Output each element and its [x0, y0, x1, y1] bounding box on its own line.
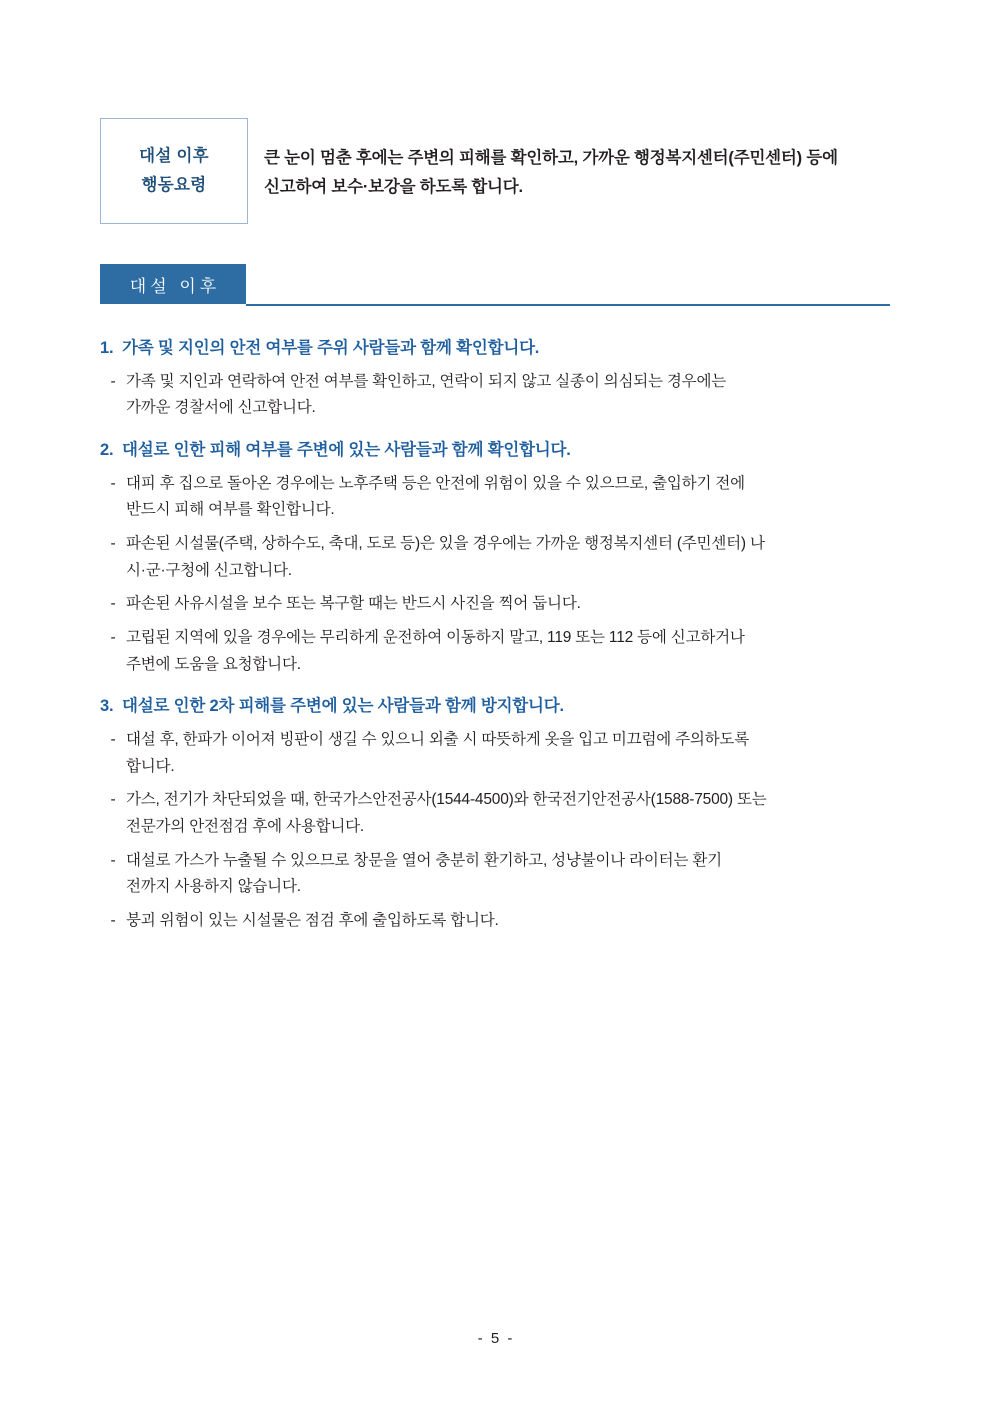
bullet-line: 가까운 경찰서에 신고합니다.	[126, 399, 316, 417]
list-item	[100, 694, 900, 934]
bullet-line: 시·군·구청에 신고합니다.	[126, 561, 292, 579]
callout-badge-line-2: 행동요령	[141, 176, 207, 194]
bullet-dash-icon: -	[110, 851, 116, 869]
section-tab-label: 대설 이후	[129, 276, 221, 296]
bullet-item	[100, 727, 900, 780]
page-number: - 5 -	[477, 1330, 515, 1347]
bullet-line: 가족 및 지인과 연락하여 안전 여부를 확인하고, 연락이 되지 않고 실종이 의심되는 경우에는	[126, 372, 726, 390]
list-item	[100, 336, 900, 422]
bullet-text	[126, 787, 900, 840]
callout-badge	[100, 118, 248, 224]
bullet-text	[126, 727, 900, 780]
callout-text	[264, 118, 838, 202]
bullet-dash-icon: -	[110, 372, 116, 390]
bullet-line: 대피 후 집으로 돌아온 경우에는 노후주택 등은 안전에 위험이 있을 수 있으므로, 출입하기 전에	[126, 474, 745, 492]
bullet-line: 가스, 전기가 차단되었을 때, 한국가스안전공사(1544-4500)와 한국전기안전공사(1588-7500) 또는	[126, 791, 767, 809]
bullet-text	[126, 848, 900, 901]
bullet-item	[100, 625, 900, 678]
bullet-dash-icon: -	[110, 535, 116, 553]
callout-text-line-1: 큰 눈이 멈춘 후에는 주변의 피해를 확인하고, 가까운 행정복지센터(주민센터) 등에	[264, 149, 838, 167]
section-header	[100, 264, 890, 306]
bullet-line: 대설로 가스가 누출될 수 있으므로 창문을 열어 충분히 환기하고, 성냥불이나 라이터는 환기	[126, 851, 722, 869]
bullet-line: 파손된 시설물(주택, 상하수도, 축대, 도로 등)은 있을 경우에는 가까운 행정복지센터 (주민센터) 나	[126, 535, 765, 553]
bullet-line: 반드시 피해 여부를 확인합니다.	[126, 501, 335, 519]
list-item	[100, 438, 900, 678]
bullet-item	[100, 531, 900, 584]
bullet-text	[126, 591, 900, 618]
item-title	[100, 336, 900, 361]
bullet-dash-icon: -	[110, 731, 116, 749]
bullet-dash-icon: -	[110, 629, 116, 647]
bullet-list	[100, 471, 900, 679]
bullet-line: 대설 후, 한파가 이어져 빙판이 생길 수 있으니 외출 시 따뜻하게 옷을 입고 미끄럼에 주의하도록	[126, 731, 749, 749]
bullet-dash-icon: -	[110, 791, 116, 809]
bullet-text	[126, 471, 900, 524]
bullet-line: 붕괴 위험이 있는 시설물은 점검 후에 출입하도록 합니다.	[126, 912, 499, 930]
item-number: 3.	[100, 697, 114, 716]
bullet-item	[100, 908, 900, 935]
bullet-dash-icon: -	[110, 595, 116, 613]
action-guide-callout	[100, 118, 890, 224]
bullet-line: 합니다.	[126, 757, 175, 775]
bullet-text	[126, 369, 900, 422]
callout-badge-line-1: 대설 이후	[139, 147, 209, 166]
section-tab	[100, 264, 246, 304]
item-title-text: 가족 및 지인의 안전 여부를 주위 사람들과 함께 확인합니다.	[122, 339, 540, 357]
item-title-text: 대설로 인한 2차 피해를 주변에 있는 사람들과 함께 방지합니다.	[122, 697, 564, 716]
section-divider	[246, 304, 890, 306]
item-number: 1.	[100, 339, 114, 357]
bullet-item	[100, 787, 900, 840]
bullet-line: 파손된 사유시설을 보수 또는 복구할 때는 반드시 사진을 찍어 둡니다.	[126, 595, 581, 613]
item-title	[100, 438, 900, 463]
bullet-text	[126, 625, 900, 678]
bullet-line: 고립된 지역에 있을 경우에는 무리하게 운전하여 이동하지 말고, 119 또는 112 등에 신고하거나	[126, 629, 745, 647]
bullet-line: 전까지 사용하지 않습니다.	[126, 878, 301, 896]
item-title-text: 대설로 인한 피해 여부를 주변에 있는 사람들과 함께 확인합니다.	[122, 441, 571, 460]
bullet-item	[100, 471, 900, 524]
bullet-line: 전문가의 안전점검 후에 사용합니다.	[126, 818, 365, 836]
bullet-list	[100, 727, 900, 935]
bullet-text	[126, 908, 900, 935]
bullet-item	[100, 369, 900, 422]
bullet-list	[100, 369, 900, 422]
bullet-text	[126, 531, 900, 584]
bullet-item	[100, 591, 900, 618]
bullet-line: 주변에 도움을 요청합니다.	[126, 655, 301, 673]
item-title	[100, 694, 900, 719]
item-number: 2.	[100, 441, 114, 460]
content-list	[100, 336, 900, 942]
callout-text-line-2: 신고하여 보수·보강을 하도록 합니다.	[264, 177, 523, 196]
bullet-dash-icon: -	[110, 912, 116, 930]
bullet-item	[100, 848, 900, 901]
bullet-dash-icon: -	[110, 474, 116, 492]
